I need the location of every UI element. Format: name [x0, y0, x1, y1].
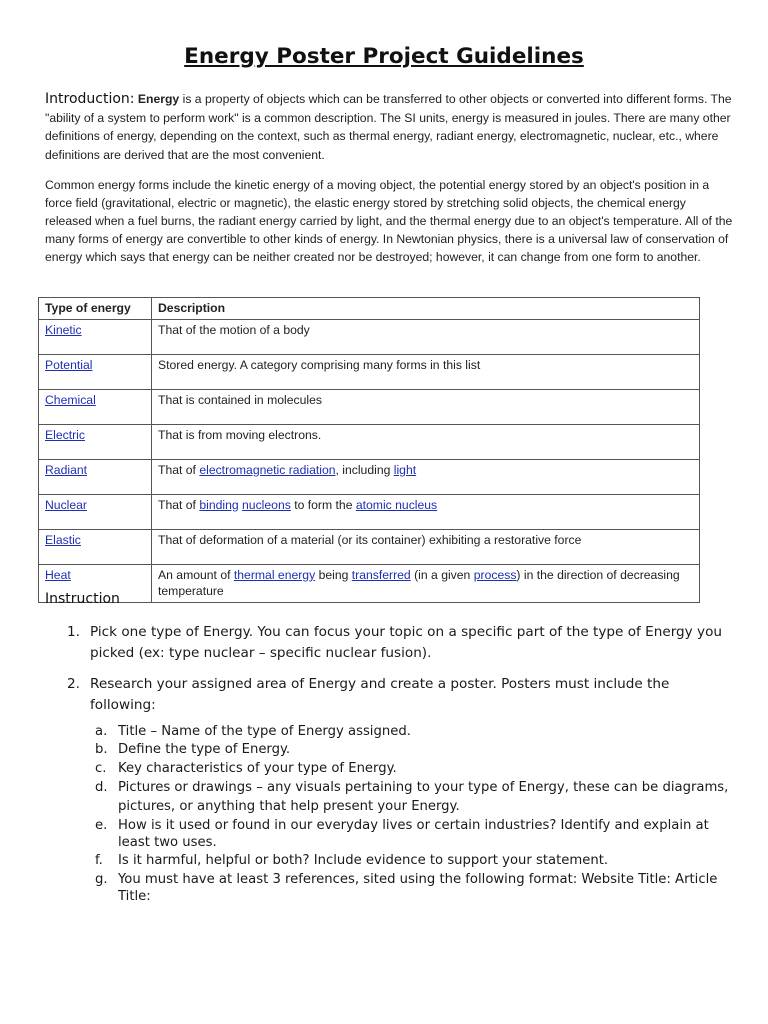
energy-link-kinetic[interactable]: Kinetic: [45, 322, 82, 337]
table-row: [39, 529, 700, 564]
item-text: Pictures or drawings – any visuals pertaining to your type of Energy, these can be diagrams, pictures, or anything that help present your Energy.: [118, 779, 729, 814]
link-thermal-energy[interactable]: thermal energy: [233, 567, 316, 582]
table-row: [39, 389, 700, 424]
page-title: Energy Poster Project Guidelines: [184, 44, 584, 69]
column-header-type: Type of energy: [39, 298, 152, 320]
desc-text: An amount of: [158, 567, 234, 582]
item-letter: e.: [95, 818, 108, 834]
item-text: Title – Name of the type of Energy assigned.: [118, 724, 411, 739]
table-row: [39, 354, 700, 389]
energy-link-chemical[interactable]: Chemical: [45, 392, 96, 407]
description-cell: [152, 494, 700, 529]
list-item: [45, 674, 735, 905]
table-row: [39, 424, 700, 459]
item-letter: d.: [95, 779, 108, 795]
introduction-heading: Introduction:: [45, 91, 135, 107]
introduction-text: is a property of objects which can be transferred to other objects or converted into different forms. The "ability of a system to perform work" is a common description. The SI units, energy is measured in joules. There are many other definitions of energy, depending on the context, such as thermal energy, radiant energy, electromagnetic, nuclear, etc., where definitions are derived that are the most convenient.: [45, 92, 732, 162]
energy-term: Energy: [137, 92, 180, 106]
list-item: [90, 741, 735, 758]
desc-text: being: [315, 567, 352, 582]
table-row: [39, 319, 700, 354]
link-electromagnetic-radiation[interactable]: electromagnetic radiation: [199, 462, 336, 477]
item-text: Key characteristics of your type of Energy.: [118, 760, 397, 776]
item-letter: g.: [95, 871, 108, 887]
desc-text: That of: [158, 462, 200, 477]
description-cell: That is from moving electrons.: [152, 424, 700, 459]
item-text: Define the type of Energy.: [118, 742, 291, 758]
step-text: Research your assigned area of Energy and create a poster. Posters must include the following:: [90, 676, 670, 713]
item-letter: b.: [95, 742, 108, 758]
link-atomic-nucleus[interactable]: atomic nucleus: [355, 497, 438, 512]
step-number: 1.: [67, 624, 80, 640]
list-item: [90, 817, 735, 851]
table-header-row: [39, 298, 700, 320]
energy-forms-paragraph: Common energy forms include the kinetic energy of a moving object, the potential energy stored by an object's position in a force field (gravitational, electric or magnetic), the elastic energy stored by stretching solid objects, the chemical energy released when a fuel burns, the radiant energy carried by light, and the thermal energy due to an object's temperature. All of the many forms of energy are convertible to other kinds of energy. In Newtonian physics, there is a universal law of conservation of energy which says that energy can be neither created nor be destroyed; however, it can change from one form to another.: [45, 178, 733, 264]
link-process[interactable]: process: [473, 567, 517, 582]
introduction-paragraph: [45, 90, 735, 164]
table-row: [39, 564, 700, 602]
list-item: [90, 723, 735, 740]
description-cell: That of the motion of a body: [152, 319, 700, 354]
table-row: [39, 494, 700, 529]
list-item: [90, 871, 735, 905]
energy-link-electric[interactable]: Electric: [45, 427, 85, 442]
list-item: [90, 778, 735, 816]
instruction-heading: Instruction: [45, 591, 120, 607]
list-item: [90, 760, 735, 777]
link-transferred[interactable]: transferred: [351, 567, 411, 582]
step-text: Pick one type of Energy. You can focus your topic on a specific part of the type of Energy you picked (ex: type nuclear – specific nuclear fusion).: [90, 624, 723, 661]
description-cell: [152, 459, 700, 494]
item-text: You must have at least 3 references, sited using the following format: Website Title: Article Title:: [118, 871, 718, 904]
list-item: [90, 852, 735, 869]
item-letter: c.: [95, 760, 107, 776]
energy-link-heat[interactable]: Heat: [45, 567, 71, 582]
item-letter: f.: [95, 853, 103, 869]
energy-link-potential[interactable]: Potential: [45, 357, 93, 372]
link-binding[interactable]: binding: [199, 497, 239, 512]
description-cell: That of deformation of a material (or its container) exhibiting a restorative force: [152, 529, 700, 564]
desc-text: , including: [335, 462, 394, 477]
description-cell: [152, 564, 700, 602]
description-cell: That is contained in molecules: [152, 389, 700, 424]
desc-text: (in a given: [410, 567, 474, 582]
energy-types-table: [38, 297, 700, 603]
instruction-steps: [45, 622, 735, 916]
desc-text: ) in the direction of decreasing temperature: [158, 567, 680, 598]
desc-text: to form the: [290, 497, 356, 512]
step-number: 2.: [67, 676, 80, 692]
link-light[interactable]: light: [393, 462, 417, 477]
poster-requirements-list: [90, 723, 735, 905]
energy-link-elastic[interactable]: Elastic: [45, 532, 81, 547]
desc-text: That of: [158, 497, 200, 512]
description-cell: Stored energy. A category comprising many forms in this list: [152, 354, 700, 389]
link-nucleons[interactable]: nucleons: [242, 497, 291, 512]
list-item: [45, 622, 735, 663]
table-row: [39, 459, 700, 494]
column-header-description: Description: [152, 298, 700, 320]
item-text: Is it harmful, helpful or both? Include evidence to support your statement.: [118, 853, 609, 869]
energy-link-nuclear[interactable]: Nuclear: [45, 497, 87, 512]
item-letter: a.: [95, 724, 108, 739]
item-text: How is it used or found in our everyday lives or certain industries? Identify and explain at least two uses.: [118, 818, 709, 851]
energy-link-radiant[interactable]: Radiant: [45, 462, 88, 477]
